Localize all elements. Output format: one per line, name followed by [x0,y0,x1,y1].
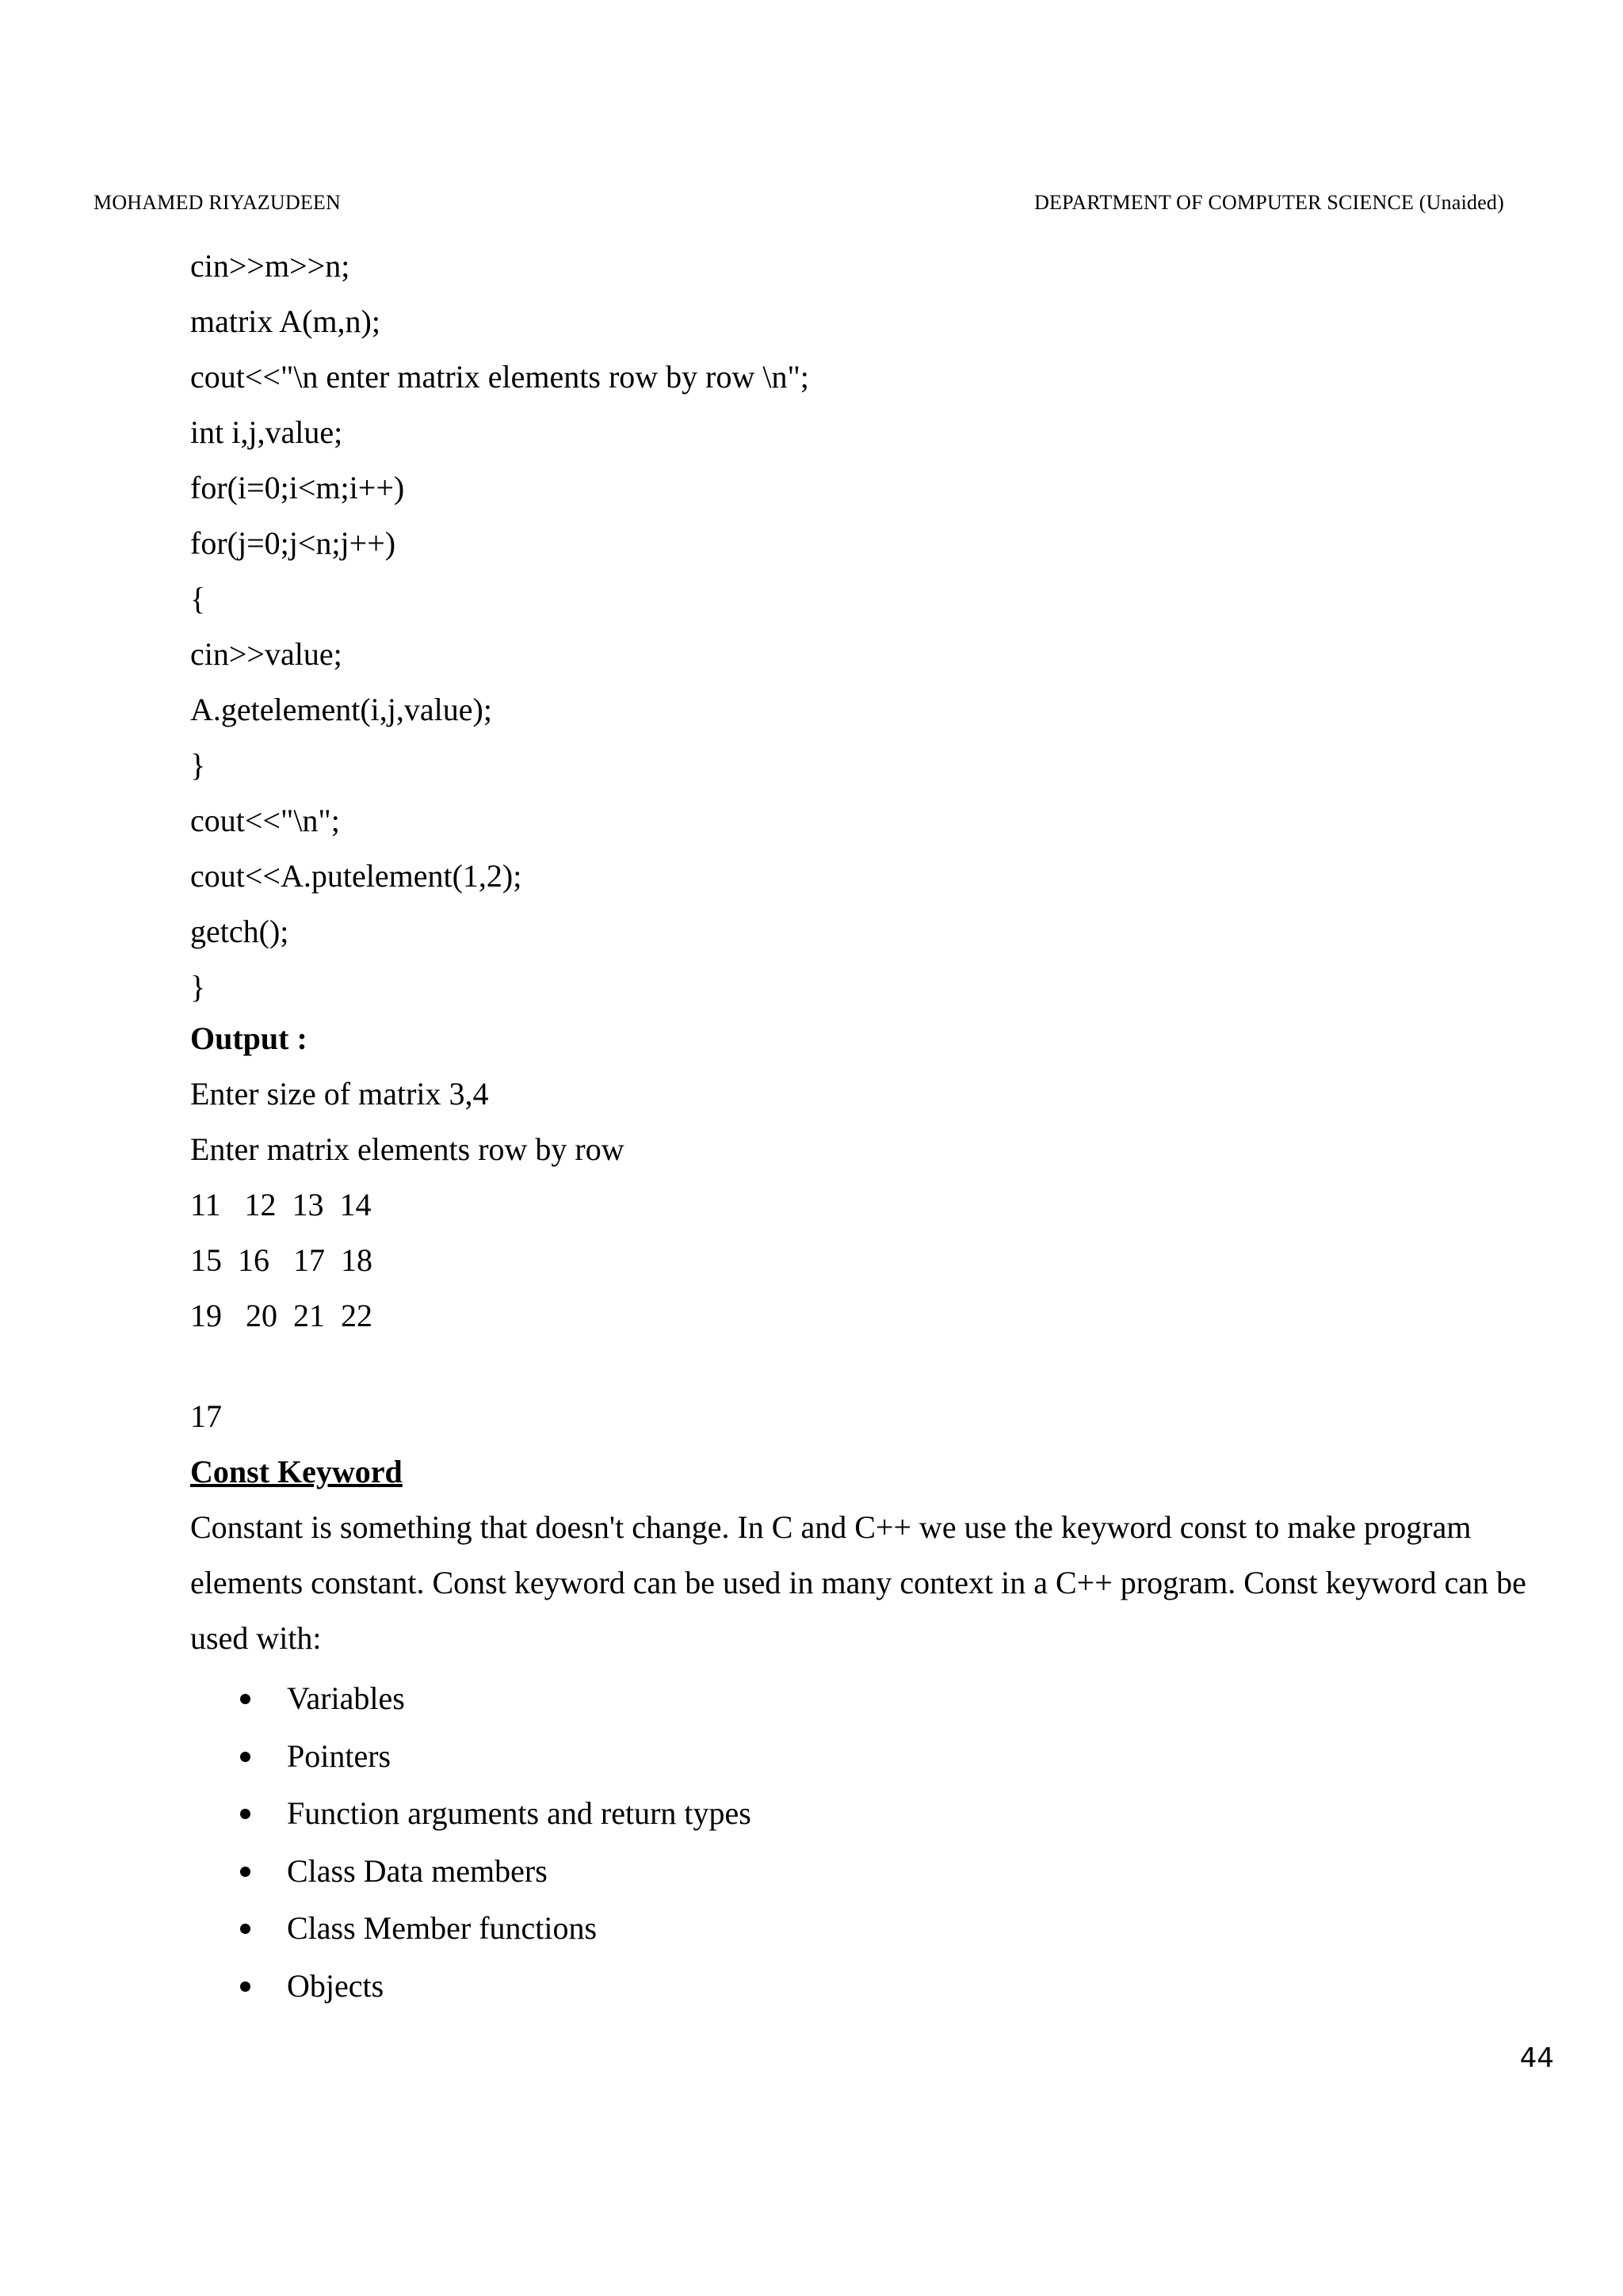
bullet-text: Pointers [287,1737,391,1774]
bullet-item [190,1958,751,2016]
bullet-icon [240,1867,250,1877]
code-line: matrix A(m,n); [190,303,380,339]
bullet-item [190,1785,751,1843]
code-line: for(j=0;j<n;j++) [190,525,396,561]
output-result: 17 [190,1398,222,1434]
code-line: cin>>m>>n; [190,248,350,284]
bullet-text: Class Member functions [287,1910,598,1947]
bullet-item [190,1843,751,1901]
bullet-text: Variables [287,1680,405,1716]
bullet-icon [240,1694,250,1704]
output-line: Enter size of matrix 3,4 [190,1076,489,1112]
bullet-item [190,1728,751,1786]
output-line: 19 20 21 22 [190,1298,372,1333]
header-department: DEPARTMENT OF COMPUTER SCIENCE (Unaided) [1034,191,1504,214]
bullet-icon [240,1809,250,1819]
code-line: cout<<"\n enter matrix elements row by row \n"; [190,359,809,395]
code-line: cin>>value; [190,636,342,672]
bullet-list [190,1670,751,2016]
output-line: 11 12 13 14 [190,1187,372,1222]
output-listing [190,1066,624,1344]
section-paragraph: Constant is something that doesn't change. In C and C++ we use the keyword const to make program elements constant. Const keyword can be used in many context in a C++ program. Const keyword can be used with: [190,1509,1526,1656]
bullet-icon [240,1752,250,1762]
page-number: 44 [1519,2042,1554,2074]
code-line: { [190,581,206,616]
bullet-icon [240,1981,250,1992]
code-line: cout<<"\n"; [190,803,340,838]
header-author: MOHAMED RIYAZUDEEN [94,191,341,214]
code-line: getch(); [190,913,289,949]
output-line: 15 16 17 18 [190,1242,372,1278]
code-line: for(i=0;i<m;i++) [190,470,405,505]
bullet-item [190,1670,751,1728]
code-line: } [190,969,206,1005]
code-line: A.getelement(i,j,value); [190,692,492,727]
code-line: } [190,747,206,783]
section-heading: Const Keyword [190,1454,403,1489]
code-line: cout<<A.putelement(1,2); [190,858,522,894]
bullet-text: Function arguments and return types [287,1795,751,1832]
bullet-text: Class Data members [287,1852,548,1889]
bullet-icon [240,1924,250,1934]
code-listing [190,238,809,1015]
output-heading: Output : [190,1020,307,1056]
bullet-item [190,1900,751,1958]
code-line: int i,j,value; [190,414,343,450]
output-line: Enter matrix elements row by row [190,1131,624,1167]
bullet-text: Objects [287,1967,384,2004]
